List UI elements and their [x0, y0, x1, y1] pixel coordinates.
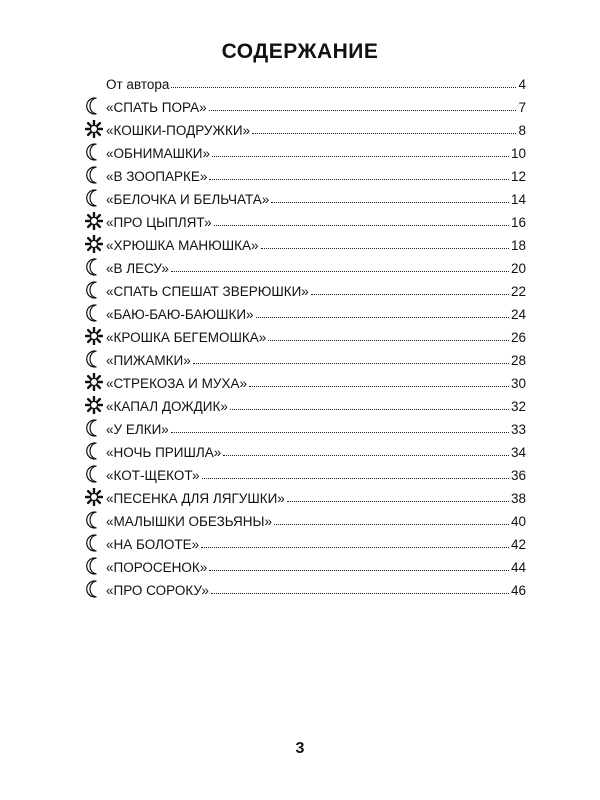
- moon-icon: [84, 534, 104, 552]
- toc-entry-page: 16: [510, 215, 526, 230]
- dot-leader: [223, 455, 509, 456]
- toc-entry-page: 33: [510, 422, 526, 437]
- dot-leader: [311, 294, 509, 295]
- toc-entry: [84, 506, 526, 529]
- toc-entry-page: 14: [510, 192, 526, 207]
- sun-icon: [84, 327, 104, 345]
- dot-leader: [209, 570, 509, 571]
- dot-leader: [271, 202, 509, 203]
- toc-entry: [84, 115, 526, 138]
- toc-entry-title: «МАЛЫШКИ ОБЕЗЬЯНЫ»: [106, 514, 272, 529]
- toc-entry-title: От автора: [106, 77, 170, 92]
- dot-leader: [212, 156, 509, 157]
- toc-entry-title: «ОБНИМАШКИ»: [106, 146, 211, 161]
- toc-entry-title: «ХРЮШКА МАНЮШКА»: [106, 238, 259, 253]
- toc-entry-page: 10: [510, 146, 526, 161]
- dot-leader: [202, 478, 509, 479]
- toc-entry: [84, 483, 526, 506]
- toc-entry: [84, 529, 526, 552]
- toc-entry-page: 30: [510, 376, 526, 391]
- dot-leader: [214, 225, 509, 226]
- dot-leader: [249, 386, 509, 387]
- toc-entry: [84, 391, 526, 414]
- moon-icon: [84, 97, 104, 115]
- toc-entry: [84, 92, 526, 115]
- toc-entry-title: «КРОШКА БЕГЕМОШКА»: [106, 330, 267, 345]
- moon-icon: [84, 511, 104, 529]
- moon-icon: [84, 580, 104, 598]
- toc-entry-title: «ПОРОСЕНОК»: [106, 560, 208, 575]
- toc-entry: [84, 253, 526, 276]
- toc-entry-page: 36: [510, 468, 526, 483]
- table-of-contents: [84, 69, 526, 598]
- sun-icon: [84, 396, 104, 414]
- toc-entry: [84, 138, 526, 161]
- moon-icon: [84, 281, 104, 299]
- toc-entry-page: 20: [510, 261, 526, 276]
- toc-entry-page: 7: [518, 100, 526, 115]
- toc-entry-page: 40: [510, 514, 526, 529]
- toc-entry: [84, 414, 526, 437]
- toc-entry-title: «ПИЖАМКИ»: [106, 353, 191, 368]
- toc-entry: [84, 161, 526, 184]
- toc-entry-title: «ПРО ЦЫПЛЯТ»: [106, 215, 212, 230]
- toc-entry-page: 12: [510, 169, 526, 184]
- toc-entry-title: «СПАТЬ СПЕШАТ ЗВЕРЮШКИ»: [106, 284, 309, 299]
- toc-entry-page: 18: [510, 238, 526, 253]
- toc-entry-title: «КОШКИ-ПОДРУЖКИ»: [106, 123, 251, 138]
- dot-leader: [268, 340, 509, 341]
- toc-entry: [84, 322, 526, 345]
- toc-entry: [84, 276, 526, 299]
- toc-entry-title: «ПРО СОРОКУ»: [106, 583, 209, 598]
- sun-icon: [84, 373, 104, 391]
- moon-icon: [84, 166, 104, 184]
- dot-leader: [209, 179, 509, 180]
- toc-entry: [84, 552, 526, 575]
- toc-entry-page: 4: [518, 77, 526, 92]
- moon-icon: [84, 143, 104, 161]
- page-number: 3: [295, 740, 305, 757]
- dot-leader: [171, 87, 516, 88]
- dot-leader: [274, 524, 509, 525]
- toc-entry-page: 8: [518, 123, 526, 138]
- toc-entry-page: 26: [510, 330, 526, 345]
- toc-entry-title: «СПАТЬ ПОРА»: [106, 100, 207, 115]
- toc-entry-page: 46: [510, 583, 526, 598]
- dot-leader: [230, 409, 509, 410]
- toc-entry: [84, 184, 526, 207]
- toc-entry-page: 38: [510, 491, 526, 506]
- toc-entry-page: 24: [510, 307, 526, 322]
- toc-entry: [84, 460, 526, 483]
- dot-leader: [209, 110, 517, 111]
- dot-leader: [287, 501, 509, 502]
- toc-entry: [84, 299, 526, 322]
- moon-icon: [84, 465, 104, 483]
- moon-icon: [84, 304, 104, 322]
- moon-icon: [84, 419, 104, 437]
- moon-icon: [84, 442, 104, 460]
- icon-placeholder: [84, 74, 104, 92]
- dot-leader: [211, 593, 509, 594]
- toc-entry-title: «КАПАЛ ДОЖДИК»: [106, 399, 228, 414]
- toc-entry-page: 34: [510, 445, 526, 460]
- toc-entry-page: 22: [510, 284, 526, 299]
- dot-leader: [171, 432, 509, 433]
- toc-entry-title: «НА БОЛОТЕ»: [106, 537, 200, 552]
- toc-entry: [84, 368, 526, 391]
- dot-leader: [193, 363, 509, 364]
- toc-entry-title: «У ЕЛКИ»: [106, 422, 169, 437]
- sun-icon: [84, 212, 104, 230]
- toc-entry-title: «В ЛЕСУ»: [106, 261, 169, 276]
- moon-icon: [84, 189, 104, 207]
- toc-entry-title: «НОЧЬ ПРИШЛА»: [106, 445, 222, 460]
- toc-entry-title: «СТРЕКОЗА И МУХА»: [106, 376, 247, 391]
- dot-leader: [256, 317, 509, 318]
- moon-icon: [84, 350, 104, 368]
- toc-entry-title: «БЕЛОЧКА И БЕЛЬЧАТА»: [106, 192, 270, 207]
- page-title: СОДЕРЖАНИЕ: [221, 40, 379, 63]
- toc-entry: [84, 230, 526, 253]
- toc-entry-page: 42: [510, 537, 526, 552]
- moon-icon: [84, 258, 104, 276]
- sun-icon: [84, 120, 104, 138]
- dot-leader: [252, 133, 516, 134]
- toc-entry: [84, 69, 526, 92]
- moon-icon: [84, 557, 104, 575]
- toc-entry: [84, 575, 526, 598]
- toc-entry: [84, 345, 526, 368]
- toc-entry-title: «КОТ-ЩЕКОТ»: [106, 468, 200, 483]
- sun-icon: [84, 488, 104, 506]
- toc-entry: [84, 207, 526, 230]
- toc-entry-page: 44: [510, 560, 526, 575]
- sun-icon: [84, 235, 104, 253]
- dot-leader: [171, 271, 509, 272]
- dot-leader: [261, 248, 509, 249]
- toc-entry-title: «В ЗООПАРКЕ»: [106, 169, 208, 184]
- toc-entry-page: 28: [510, 353, 526, 368]
- toc-entry-page: 32: [510, 399, 526, 414]
- toc-entry: [84, 437, 526, 460]
- toc-entry-title: «ПЕСЕНКА ДЛЯ ЛЯГУШКИ»: [106, 491, 285, 506]
- dot-leader: [201, 547, 509, 548]
- toc-entry-title: «БАЮ-БАЮ-БАЮШКИ»: [106, 307, 254, 322]
